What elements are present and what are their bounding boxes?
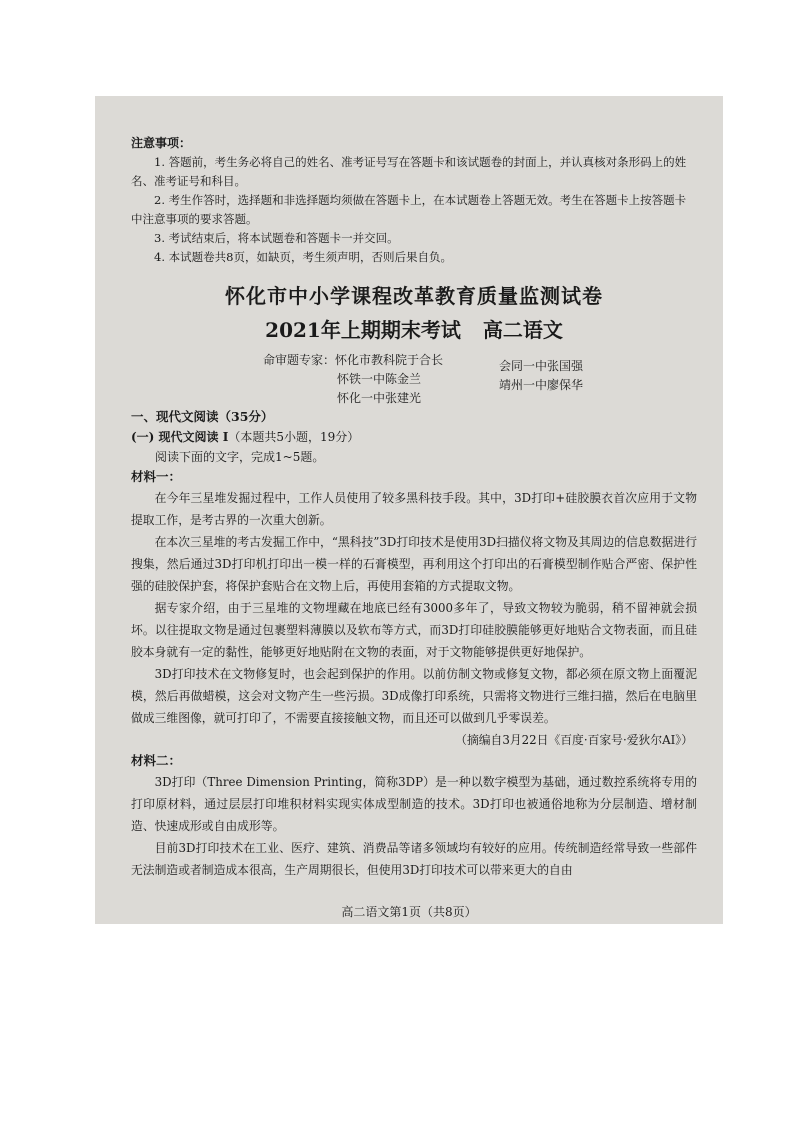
material-1-paragraph: 在今年三星堆发掘过程中，工作人员使用了较多黑科技手段。其中，3D打印+硅胶膜衣首次应用于文物提取工作，是考古界的一次重大创新。 bbox=[131, 491, 697, 527]
material-1-paragraph: 在本次三星堆的考古发掘工作中，“黑科技”3D打印技术是使用3D扫描仪将文物及其周边的信息数据进行搜集，然后通过3D打印机打印出一模一样的石膏模型，再利用这个打印出的石膏模型制作贴合严密、保护性强的硅胶保护套，将保护套贴合在文物上后，再使用套箱的方式提取文物。 bbox=[131, 535, 697, 593]
author-list bbox=[131, 351, 697, 407]
material-1-paragraph: 据专家介绍，由于三星堆的文物埋藏在地底已经有3000多年了，导致文物较为脆弱，稍不留神就会损坏。以往提取文物是通过包裹塑料薄膜以及软布等方式，而3D打印硅胶膜能够更好地贴合文物表面，而且硅胶本身就有一定的黏性，能够更好地贴附在文物的表面，对于文物能够提供更好地保护。 bbox=[131, 601, 697, 659]
exam-title-term: 2021年上期期末考试 bbox=[265, 318, 461, 342]
subsection-title bbox=[131, 427, 697, 447]
section-title: 一、现代文阅读（35分） bbox=[131, 409, 274, 424]
instruction: 阅读下面的文字，完成1~5题。 bbox=[155, 450, 325, 464]
notice-title: 注意事项： bbox=[131, 136, 192, 150]
subsection-name: (一) 现代文阅读 I bbox=[131, 430, 229, 444]
author-line-2: 怀铁一中陈金兰 bbox=[337, 372, 422, 386]
author-line-1-right: 会同一中张国强 bbox=[499, 359, 584, 373]
material-2-title: 材料二： bbox=[131, 753, 182, 768]
material-1-paragraph: 3D打印技术在文物修复时，也会起到保护的作用。以前仿制文物或修复文物，都必须在原文物上面覆泥模，然后再做蜡模，这会对文物产生一些污损。3D成像打印系统，只需将文物进行三维扫描，然后在电脑里做成三维图像，就可打印了，不需要直接接触文物，而且还可以做到几乎零误差。 bbox=[131, 667, 697, 725]
page-footer: 高二语文第1页（共8页） bbox=[341, 905, 477, 919]
exam-title bbox=[131, 313, 697, 347]
material-1-source: （摘编自3月22日《百度·百家号·爱狄尔AI》） bbox=[455, 733, 693, 747]
notice-item: 3. 考试结束后，将本试题卷和答题卡一并交回。 bbox=[154, 231, 399, 245]
author-line-1: 命审题专家：怀化市教科院于合长 bbox=[263, 353, 444, 367]
org-title: 怀化市中小学课程改革教育质量监测试卷 bbox=[225, 284, 603, 308]
notice-item: 1. 答题前，考生务必将自己的姓名、准考证号写在答题卡和该试题卷的封面上，并认真核对条形码上的姓名、准考证号和科目。 bbox=[131, 155, 687, 188]
notice-item: 2. 考生作答时，选择题和非选择题均须做在答题卡上，在本试题卷上答题无效。考生在答题卡上按答题卡中注意事项的要求答题。 bbox=[131, 193, 687, 226]
author-line-3: 怀化一中张建光 bbox=[337, 391, 422, 405]
exam-page bbox=[95, 96, 723, 924]
author-line-2-right: 靖州一中廖保华 bbox=[499, 378, 584, 392]
notice-section bbox=[131, 134, 697, 267]
material-2-paragraph: 目前3D打印技术在工业、医疗、建筑、消费品等诸多领域均有较好的应用。传统制造经常导致一些部件无法制造或者制造成本很高，生产周期很长，但使用3D打印技术可以带来更大的自由 bbox=[131, 841, 697, 877]
notice-item: 4. 本试题卷共8页，如缺页，考生须声明，否则后果自负。 bbox=[154, 250, 452, 264]
exam-title-subject: 高二语文 bbox=[482, 318, 563, 342]
subsection-note: （本题共5小题，19分） bbox=[228, 430, 360, 444]
material-1-title: 材料一： bbox=[131, 469, 182, 484]
material-2-paragraph: 3D打印（Three Dimension Printing，简称3DP）是一种以数字模型为基础，通过数控系统将专用的打印原材料，通过层层打印堆积材料实现实体成型制造的技术。3D打印也被通俗地称为分层制造、增材制造、快速成形或自由成形等。 bbox=[131, 775, 697, 833]
